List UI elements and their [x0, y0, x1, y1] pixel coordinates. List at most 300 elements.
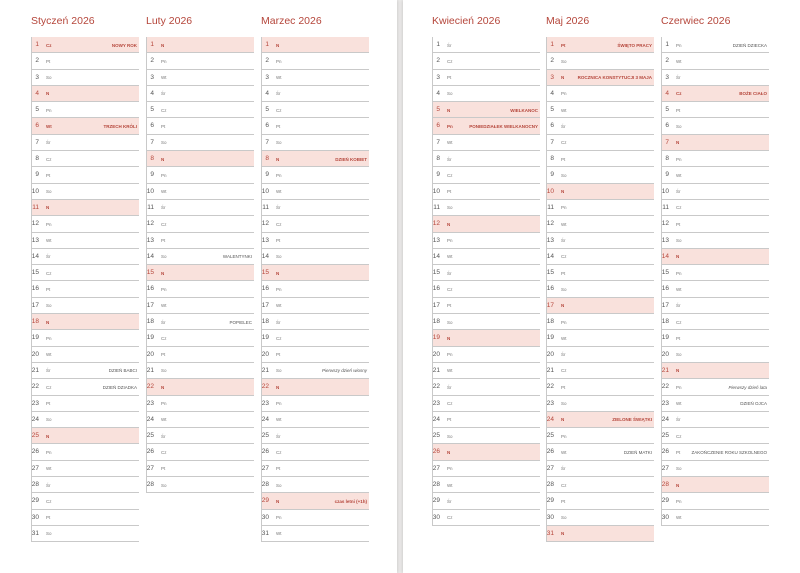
day-number: 15 [432, 269, 440, 277]
day-row [547, 298, 654, 314]
weekday-label: Wt [276, 531, 282, 537]
day-list [31, 37, 139, 542]
day-number: 12 [31, 220, 39, 228]
weekday-label: Wt [676, 172, 682, 178]
day-row [262, 70, 369, 86]
day-number: 29 [432, 497, 440, 505]
right-page [403, 0, 800, 573]
day-number: 31 [31, 529, 39, 537]
day-number: 17 [661, 301, 669, 309]
day-number: 1 [550, 41, 554, 48]
weekday-label: Pt [161, 123, 166, 129]
day-number: 24 [31, 415, 39, 423]
day-row [547, 151, 654, 167]
weekday-label: Wt [676, 58, 682, 64]
day-row [147, 412, 254, 428]
day-number: 24 [432, 415, 440, 423]
day-row [547, 412, 654, 428]
weekday-label: Pt [561, 384, 566, 390]
day-number: 26 [261, 448, 269, 456]
day-row [32, 37, 139, 53]
day-number: 17 [261, 301, 269, 309]
day-number: 11 [262, 203, 269, 211]
weekday-label: Śr [447, 42, 452, 48]
day-row [147, 379, 254, 395]
weekday-label: Pt [46, 515, 51, 521]
day-row [32, 477, 139, 493]
weekday-label: So [161, 482, 167, 488]
day-number: 22 [661, 383, 669, 391]
day-row [147, 151, 254, 167]
weekday-label: Pt [276, 352, 281, 358]
day-row [662, 281, 769, 297]
day-number: 20 [546, 350, 554, 358]
day-note: BOŻE CIAŁO [739, 91, 767, 97]
day-number: 19 [146, 334, 154, 342]
weekday-label: Pn [46, 107, 52, 113]
weekday-label: Cz [561, 482, 567, 488]
weekday-label: Wt [161, 417, 167, 423]
day-row [547, 379, 654, 395]
day-number: 20 [146, 350, 154, 358]
weekday-label: Cz [161, 107, 167, 113]
day-number: 8 [436, 155, 440, 163]
day-row [147, 86, 254, 102]
day-number: 18 [432, 318, 440, 326]
day-number: 10 [432, 187, 440, 195]
day-row [32, 379, 139, 395]
weekday-label: Cz [276, 449, 282, 455]
weekday-label: Śr [561, 466, 566, 472]
weekday-label: So [561, 401, 567, 407]
day-row [32, 118, 139, 134]
weekday-label: Wt [447, 140, 453, 146]
weekday-label: Cz [161, 335, 167, 341]
weekday-label: Wt [276, 189, 282, 195]
weekday-label: Śr [161, 433, 166, 439]
day-row [32, 184, 139, 200]
day-row [262, 265, 369, 281]
weekday-label: Śr [447, 156, 452, 162]
day-note: NOWY ROK [111, 42, 137, 48]
weekday-label: Wt [161, 75, 167, 81]
weekday-label: Pt [161, 238, 166, 244]
day-row [433, 53, 540, 69]
weekday-label: Pn [276, 515, 282, 521]
day-row [433, 233, 540, 249]
day-row [547, 135, 654, 151]
day-number: 9 [150, 171, 154, 179]
day-row [262, 510, 369, 526]
weekday-label: N [676, 254, 680, 260]
day-number: 16 [661, 285, 669, 293]
day-row [147, 216, 254, 232]
month-title: Luty 2026 [146, 15, 193, 27]
day-number: 23 [146, 399, 154, 407]
day-number: 19 [261, 334, 269, 342]
weekday-label: So [676, 238, 682, 244]
day-number: 3 [35, 73, 39, 81]
day-row [262, 167, 369, 183]
day-row [147, 444, 254, 460]
day-number: 13 [661, 236, 669, 244]
day-number: 12 [261, 220, 269, 228]
day-row [662, 37, 769, 53]
day-number: 20 [261, 350, 269, 358]
weekday-label: Pt [447, 75, 452, 81]
day-number: 30 [661, 513, 669, 521]
day-number: 11 [662, 203, 669, 211]
day-number: 17 [432, 301, 440, 309]
weekday-label: Cz [676, 205, 682, 211]
day-number: 8 [150, 155, 154, 163]
weekday-label: Wt [276, 417, 282, 423]
day-row [662, 412, 769, 428]
day-number: 5 [436, 106, 440, 114]
day-number: 3 [436, 73, 440, 81]
day-number: 27 [261, 464, 269, 472]
day-number: 19 [661, 334, 669, 342]
weekday-label: Pt [161, 352, 166, 358]
weekday-label: Pn [46, 221, 52, 227]
day-note: ZAKOŃCZENIE ROKU SZKOLNEGO [691, 449, 767, 455]
weekday-label: Pn [276, 58, 282, 64]
day-row [262, 493, 369, 509]
day-number: 21 [432, 366, 440, 374]
day-number: 26 [146, 448, 154, 456]
day-number: 17 [546, 301, 554, 309]
day-row [147, 200, 254, 216]
day-number: 6 [265, 122, 269, 130]
weekday-label: N [161, 156, 165, 162]
day-row [147, 347, 254, 363]
weekday-label: Cz [447, 58, 453, 64]
weekday-label: Wt [676, 286, 682, 292]
day-number: 25 [432, 432, 440, 440]
weekday-label: Pn [447, 238, 453, 244]
day-row [147, 363, 254, 379]
day-row [547, 167, 654, 183]
day-number: 2 [665, 57, 669, 65]
day-row [32, 70, 139, 86]
day-note: ŚWIĘTO PRACY [617, 42, 652, 48]
day-row [547, 265, 654, 281]
weekday-label: Pt [561, 270, 566, 276]
day-row [547, 363, 654, 379]
weekday-label: N [561, 303, 565, 309]
weekday-label: N [561, 417, 565, 423]
weekday-label: Śr [676, 303, 681, 309]
day-number: 6 [35, 122, 39, 130]
weekday-label: Wt [46, 238, 52, 244]
day-row [147, 70, 254, 86]
weekday-label: N [161, 42, 165, 48]
weekday-label: N [46, 205, 50, 211]
day-number: 9 [436, 171, 440, 179]
day-number: 14 [661, 252, 669, 260]
day-row [262, 281, 369, 297]
day-row [547, 493, 654, 509]
day-row [433, 265, 540, 281]
day-number: 17 [146, 301, 154, 309]
day-row [433, 118, 540, 134]
weekday-label: Cz [276, 221, 282, 227]
weekday-label: N [561, 75, 565, 81]
day-number: 22 [31, 383, 39, 391]
weekday-label: Cz [46, 384, 52, 390]
weekday-label: N [447, 449, 451, 455]
day-row [147, 281, 254, 297]
weekday-label: Cz [447, 515, 453, 521]
day-number: 14 [146, 252, 154, 260]
weekday-label: So [276, 482, 282, 488]
day-number: 7 [550, 138, 554, 146]
day-note: ROCZNICA KONSTYTUCJI 3 MAJA [577, 75, 652, 81]
day-row [433, 396, 540, 412]
weekday-label: Pn [276, 172, 282, 178]
day-row [147, 314, 254, 330]
weekday-label: Cz [46, 156, 52, 162]
weekday-label: Śr [561, 123, 566, 129]
weekday-label: Pn [447, 123, 453, 129]
weekday-label: So [447, 319, 453, 325]
weekday-label: N [46, 91, 50, 97]
day-number: 19 [432, 334, 440, 342]
weekday-label: Pn [676, 270, 682, 276]
day-row [662, 151, 769, 167]
day-row [433, 70, 540, 86]
day-row [262, 200, 369, 216]
day-number: 30 [261, 513, 269, 521]
weekday-label: Pn [276, 401, 282, 407]
day-number: 29 [661, 497, 669, 505]
weekday-label: N [276, 156, 280, 162]
day-row [662, 200, 769, 216]
weekday-label: Wt [447, 254, 453, 260]
weekday-label: Pt [46, 58, 51, 64]
day-number: 28 [546, 481, 554, 489]
day-number: 1 [665, 41, 669, 48]
day-note: TRZECH KRÓLI [103, 123, 137, 129]
day-row [32, 412, 139, 428]
day-row [32, 200, 139, 216]
month-title: Marzec 2026 [261, 15, 322, 27]
weekday-label: So [561, 172, 567, 178]
weekday-label: Cz [276, 335, 282, 341]
day-row [262, 379, 369, 395]
day-number: 20 [432, 350, 440, 358]
day-number: 18 [146, 318, 154, 326]
day-number: 8 [265, 155, 269, 163]
day-number: 20 [31, 350, 39, 358]
day-row [262, 233, 369, 249]
weekday-label: Cz [46, 270, 52, 276]
weekday-label: Śr [46, 368, 51, 374]
day-number: 9 [665, 171, 669, 179]
day-number: 27 [546, 464, 554, 472]
day-number: 22 [146, 383, 154, 391]
weekday-label: Pn [561, 205, 567, 211]
weekday-label: N [276, 42, 280, 48]
weekday-label: Pt [46, 172, 51, 178]
day-row [662, 428, 769, 444]
day-row [662, 233, 769, 249]
day-row [147, 477, 254, 493]
day-row [32, 428, 139, 444]
day-row [433, 102, 540, 118]
day-row [262, 363, 369, 379]
day-number: 22 [546, 383, 554, 391]
day-row [147, 184, 254, 200]
day-row [547, 216, 654, 232]
day-number: 2 [265, 57, 269, 65]
weekday-label: Śr [46, 254, 51, 260]
weekday-label: So [46, 75, 52, 81]
day-number: 16 [31, 285, 39, 293]
day-row [32, 444, 139, 460]
weekday-label: Wt [276, 303, 282, 309]
day-row [433, 37, 540, 53]
weekday-label: So [676, 123, 682, 129]
day-row [433, 135, 540, 151]
day-row [433, 330, 540, 346]
day-number: 16 [261, 285, 269, 293]
day-number: 25 [661, 432, 669, 440]
weekday-label: Pn [676, 384, 682, 390]
weekday-label: Cz [161, 449, 167, 455]
day-number: 25 [261, 432, 269, 440]
weekday-label: N [561, 189, 565, 195]
day-number: 4 [150, 89, 154, 97]
weekday-label: Cz [676, 433, 682, 439]
day-row [433, 347, 540, 363]
weekday-label: Śr [276, 319, 281, 325]
day-row [433, 428, 540, 444]
weekday-label: So [561, 515, 567, 521]
day-row [262, 151, 369, 167]
weekday-label: N [46, 433, 50, 439]
day-row [662, 102, 769, 118]
weekday-label: Cz [561, 140, 567, 146]
day-number: 16 [146, 285, 154, 293]
weekday-label: Śr [161, 91, 166, 97]
weekday-label: N [676, 368, 680, 374]
day-row [32, 167, 139, 183]
day-row [662, 86, 769, 102]
weekday-label: Śr [561, 352, 566, 358]
day-number: 4 [550, 89, 554, 97]
day-row [262, 249, 369, 265]
day-row [262, 118, 369, 134]
weekday-label: Cz [46, 498, 52, 504]
day-row [547, 281, 654, 297]
day-number: 28 [432, 481, 440, 489]
day-number: 14 [261, 252, 269, 260]
weekday-label: N [447, 221, 451, 227]
day-number: 6 [665, 122, 669, 130]
day-list [546, 37, 654, 542]
day-number: 15 [146, 269, 154, 277]
day-number: 13 [146, 236, 154, 244]
weekday-label: Pt [447, 417, 452, 423]
day-number: 19 [546, 334, 554, 342]
day-number: 13 [31, 236, 39, 244]
day-row [433, 184, 540, 200]
day-row [433, 477, 540, 493]
day-row [662, 298, 769, 314]
day-number: 11 [32, 203, 39, 211]
day-number: 10 [146, 187, 154, 195]
day-row [32, 298, 139, 314]
day-row [433, 281, 540, 297]
day-number: 3 [550, 73, 554, 81]
weekday-label: Pt [276, 466, 281, 472]
day-row [147, 249, 254, 265]
day-row [32, 347, 139, 363]
day-row [547, 184, 654, 200]
day-number: 28 [146, 481, 154, 489]
day-note: DZIEŃ KOBIET [335, 156, 367, 162]
day-number: 5 [665, 106, 669, 114]
day-row [147, 396, 254, 412]
day-number: 26 [546, 448, 554, 456]
day-number: 12 [432, 220, 440, 228]
day-number: 7 [665, 138, 669, 146]
day-number: 28 [661, 481, 669, 489]
day-row [547, 510, 654, 526]
day-row [433, 363, 540, 379]
day-row [662, 216, 769, 232]
weekday-label: Wt [46, 123, 52, 129]
weekday-label: Pt [447, 303, 452, 309]
weekday-label: So [676, 352, 682, 358]
day-number: 2 [150, 57, 154, 65]
day-row [662, 396, 769, 412]
day-row [547, 461, 654, 477]
day-row [662, 363, 769, 379]
day-row [547, 526, 654, 542]
weekday-label: Pn [161, 401, 167, 407]
weekday-label: Pn [676, 42, 682, 48]
day-number: 17 [31, 301, 39, 309]
day-number: 7 [150, 138, 154, 146]
weekday-label: So [447, 433, 453, 439]
day-row [32, 461, 139, 477]
day-row [262, 330, 369, 346]
weekday-label: Pn [561, 91, 567, 97]
day-row [433, 86, 540, 102]
day-note: czas letni (+1h) [334, 498, 367, 504]
day-row [547, 53, 654, 69]
day-number: 21 [661, 366, 669, 374]
day-number: 10 [546, 187, 554, 195]
day-number: 26 [31, 448, 39, 456]
day-row [32, 53, 139, 69]
day-number: 1 [150, 41, 154, 48]
weekday-label: So [46, 303, 52, 309]
day-row [662, 118, 769, 134]
day-row [32, 526, 139, 542]
day-row [32, 265, 139, 281]
day-row [433, 151, 540, 167]
weekday-label: Pt [161, 466, 166, 472]
day-row [32, 86, 139, 102]
day-number: 19 [31, 334, 39, 342]
day-number: 7 [35, 138, 39, 146]
day-row [662, 70, 769, 86]
day-number: 5 [150, 106, 154, 114]
day-number: 18 [546, 318, 554, 326]
